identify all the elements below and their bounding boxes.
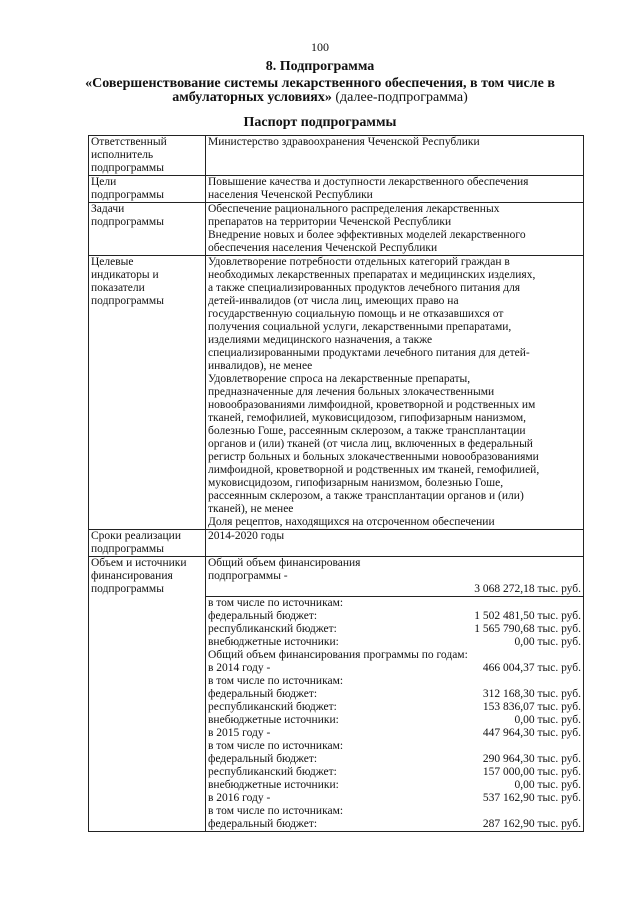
section-heading: 8. Подпрограмма xyxy=(265,59,375,74)
text-line: Внедрение новых и более эффективных моделей лекарственного xyxy=(208,229,526,241)
finance-item xyxy=(208,727,581,740)
finance-total-title xyxy=(208,557,581,583)
row-timing xyxy=(89,530,584,557)
label-finance xyxy=(89,557,206,832)
finance-item-label: в том числе по источникам: xyxy=(208,597,344,609)
value-finance xyxy=(206,557,584,832)
text-line: Ответственный xyxy=(91,136,167,148)
subprogram-title-tail: (далее-подпрограмма) xyxy=(331,90,468,105)
finance-item-label: внебюджетные источники: xyxy=(208,636,339,648)
value-indicators xyxy=(206,256,584,530)
finance-item-amount: 157 000,00 тыс. руб. xyxy=(482,766,581,778)
text-line: подпрограммы xyxy=(91,162,164,174)
finance-item-amount: 537 162,90 тыс. руб. xyxy=(482,792,581,804)
row-goals xyxy=(89,176,584,203)
text-line: показатели xyxy=(91,282,145,294)
finance-item xyxy=(208,610,581,623)
finance-item-label: федеральный бюджет: xyxy=(208,610,318,622)
finance-item-label: республиканский бюджет: xyxy=(208,701,337,713)
value-goals xyxy=(206,176,584,203)
value-executor xyxy=(206,136,584,176)
finance-item-label: внебюджетные источники: xyxy=(208,779,339,791)
finance-item xyxy=(208,688,581,701)
text-line: Повышение качества и доступности лекарственного обеспечения xyxy=(208,176,529,188)
finance-item-label: федеральный бюджет: xyxy=(208,688,318,700)
text-line: исполнитель xyxy=(91,149,154,161)
text-line: а также специализированных продуктов лечебного питания для xyxy=(208,282,521,294)
finance-item-label: федеральный бюджет: xyxy=(208,753,318,765)
passport-title: Паспорт подпрограммы xyxy=(243,115,397,130)
finance-item-label: внебюджетные источники: xyxy=(208,714,339,726)
text-line: подпрограммы xyxy=(91,583,164,595)
text-line: подпрограммы xyxy=(91,216,164,228)
row-executor xyxy=(89,136,584,176)
subprogram-title xyxy=(60,77,580,105)
finance-item xyxy=(208,701,581,714)
text-line: Цели xyxy=(91,176,117,188)
finance-item xyxy=(208,649,581,662)
finance-item-amount: 312 168,30 тыс. руб. xyxy=(482,688,581,700)
text-line: финансирования xyxy=(91,570,173,582)
text-line: предназначенные для лечения больных злокачественными xyxy=(208,386,495,398)
finance-item xyxy=(208,623,581,636)
finance-item-amount: 287 162,90 тыс. руб. xyxy=(482,818,581,830)
subprogram-title-main: «Совершенствование системы лекарственного обеспечения, в том числе в амбулаторных условиях» xyxy=(85,76,555,105)
finance-item xyxy=(208,636,581,649)
passport-table xyxy=(88,135,584,832)
text-line: муковисцидозом, гипофизарным нанизмом, болезнью Гоше, xyxy=(208,477,504,489)
text-line: Министерство здравоохранения Чеченской Республики xyxy=(208,136,480,148)
text-line: Объем и источники xyxy=(91,557,187,569)
finance-item-label: Общий объем финансирования программы по годам: xyxy=(208,649,468,661)
row-finance xyxy=(89,557,584,832)
text-line: Удовлетворение спроса на лекарственные препараты, xyxy=(208,373,471,385)
text-line: Обеспечение рационального распределения лекарственных xyxy=(208,203,500,215)
text-line: органов и (или) тканей (от числа лиц, включенных в федеральный xyxy=(208,438,533,450)
label-tasks xyxy=(89,203,206,256)
text-line: получения социальной услуги, лекарственными препаратами, xyxy=(208,321,512,333)
finance-item xyxy=(208,766,581,779)
finance-item xyxy=(208,805,581,818)
finance-item-label: в том числе по источникам: xyxy=(208,805,344,817)
text-line: индикаторы и xyxy=(91,269,159,281)
finance-item-amount: 0,00 тыс. руб. xyxy=(514,779,581,791)
text-line: подпрограммы xyxy=(91,295,164,307)
finance-item-amount: 290 964,30 тыс. руб. xyxy=(482,753,581,765)
finance-item-label: в 2015 году - xyxy=(208,727,271,739)
text-line: государственную социальную помощь и не отказавшихся от xyxy=(208,308,504,320)
row-tasks xyxy=(89,203,584,256)
finance-item xyxy=(208,597,581,610)
finance-item-label: республиканский бюджет: xyxy=(208,623,337,635)
label-executor xyxy=(89,136,206,176)
finance-item-amount: 1 565 790,68 тыс. руб. xyxy=(474,623,581,635)
text-line: обеспечения населения Чеченской Республики xyxy=(208,242,438,254)
text-line: детей-инвалидов (от числа лиц, имеющих право на xyxy=(208,295,459,307)
text-line: Удовлетворение потребности отдельных категорий граждан в xyxy=(208,256,510,268)
label-timing xyxy=(89,530,206,557)
page-number: 100 xyxy=(311,40,329,54)
finance-item-amount: 0,00 тыс. руб. xyxy=(514,636,581,648)
finance-item-label: в том числе по источникам: xyxy=(208,675,344,687)
row-indicators xyxy=(89,256,584,530)
text-line: подпрограммы - xyxy=(208,570,288,582)
finance-item xyxy=(208,818,581,831)
text-line: необходимых лекарственных препаратах и медицинских изделиях, xyxy=(208,269,536,281)
text-line: Общий объем финансирования xyxy=(208,557,361,569)
finance-item-label: федеральный бюджет: xyxy=(208,818,318,830)
value-tasks xyxy=(206,203,584,256)
text-line: Доля рецептов, находящихся на отсроченном обеспечении xyxy=(208,516,495,528)
finance-item-label: в 2016 году - xyxy=(208,792,271,804)
finance-item xyxy=(208,792,581,805)
finance-item-label: в 2014 году - xyxy=(208,662,271,674)
finance-item-amount: 153 836,07 тыс. руб. xyxy=(482,701,581,713)
text-line: подпрограммы xyxy=(91,543,164,555)
text-line: новообразованиями лимфоидной, кроветворной и родственных им xyxy=(208,399,536,411)
finance-breakdown xyxy=(208,597,581,831)
finance-item-amount: 0,00 тыс. руб. xyxy=(514,714,581,726)
finance-total-amount: 3 068 272,18 тыс. руб. xyxy=(474,583,581,595)
text-line: препаратов на территории Чеченской Республики xyxy=(208,216,452,228)
text-line: тканей), не менее xyxy=(208,503,294,515)
finance-item xyxy=(208,753,581,766)
value-timing xyxy=(206,530,584,557)
finance-item-amount: 447 964,30 тыс. руб. xyxy=(482,727,581,739)
text-line: изделиями медицинского назначения, а также xyxy=(208,334,433,346)
text-line: инвалидов), не менее xyxy=(208,360,313,372)
finance-item xyxy=(208,740,581,753)
finance-item xyxy=(208,662,581,675)
text-line: болезнью Гоше, рассеянным склерозом, а также трансплантации xyxy=(208,425,526,437)
finance-total-block xyxy=(206,557,583,597)
finance-item-amount: 466 004,37 тыс. руб. xyxy=(482,662,581,674)
label-indicators xyxy=(89,256,206,530)
finance-item xyxy=(208,714,581,727)
finance-item-label: республиканский бюджет: xyxy=(208,766,337,778)
text-line: Задачи xyxy=(91,203,125,215)
finance-item-label: в том числе по источникам: xyxy=(208,740,344,752)
text-line: тканей, гемофилией, муковисцидозом, гипофизарным нанизмом, xyxy=(208,412,527,424)
text-line: специализированными продуктами лечебного питания для детей- xyxy=(208,347,530,359)
finance-item xyxy=(208,675,581,688)
label-goals xyxy=(89,176,206,203)
text-line: 2014-2020 годы xyxy=(208,530,285,542)
text-line: рассеянным склерозом, а также трансплантации органов и (или) xyxy=(208,490,524,502)
text-line: населения Чеченской Республики xyxy=(208,189,373,201)
text-line: Сроки реализации xyxy=(91,530,181,542)
text-line: регистр больных и больных злокачественными новообразованиями xyxy=(208,451,539,463)
finance-item-amount: 1 502 481,50 тыс. руб. xyxy=(474,610,581,622)
text-line: лимфоидной, кроветворной и родственных им тканей, гемофилией, xyxy=(208,464,540,476)
finance-item xyxy=(208,779,581,792)
text-line: Целевые xyxy=(91,256,134,268)
text-line: подпрограммы xyxy=(91,189,164,201)
